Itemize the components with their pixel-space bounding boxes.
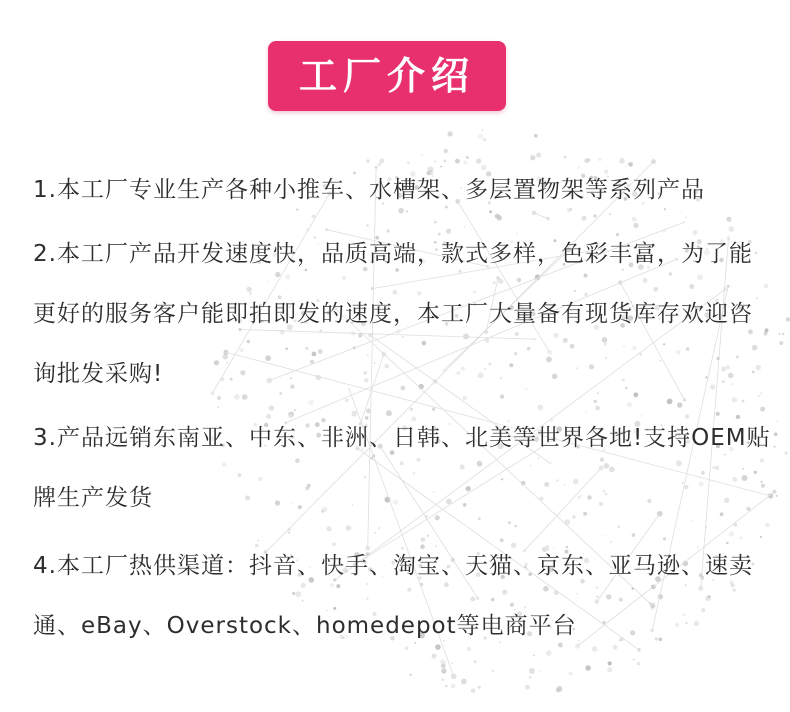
globe-dot (410, 674, 412, 676)
globe-dot (536, 153, 541, 158)
globe-dot (478, 686, 481, 689)
intro-paragraph-3: 3.产品远销东南亚、中东、非洲、日韩、北美等世界各地!支持OEM贴牌生产发货 (33, 425, 771, 511)
intro-paragraph-2: 2.本工厂产品开发速度快，品质高端，款式多样，色彩丰富，为了能更好的服务客户能即拍即发的速度，本工厂大量备有现货库存欢迎咨询批发采购! (33, 241, 753, 387)
globe-dot (534, 134, 538, 138)
globe-dot (782, 333, 784, 335)
globe-dot (421, 154, 423, 156)
globe-dot (461, 679, 467, 685)
globe-dot (585, 665, 591, 671)
globe-dot (779, 341, 783, 345)
globe-dot (442, 678, 445, 681)
globe-dot (608, 661, 612, 665)
globe-dot (529, 668, 535, 674)
intro-content (33, 160, 773, 656)
globe-dot (786, 317, 790, 321)
title-badge (268, 41, 506, 111)
globe-dot (633, 659, 635, 661)
globe-dot (637, 662, 640, 665)
globe-dot (785, 451, 788, 454)
globe-dot (483, 138, 486, 141)
globe-dot (607, 667, 612, 672)
intro-paragraph-4: 4.本工厂热供渠道：抖音、快手、淘宝、天猫、京东、亚马逊、速卖通、eBay、Overstock、homedepot等电商平台 (33, 553, 753, 639)
globe-dot (776, 420, 778, 422)
globe-dot (779, 333, 781, 335)
intro-paragraph-1: 1.本工厂专业生产各种小推车、水槽架、多层置物架等系列产品 (33, 177, 705, 203)
globe-dot (776, 495, 778, 497)
globe-dot (440, 659, 446, 665)
globe-dot (451, 662, 453, 664)
globe-dot (481, 129, 483, 131)
globe-dot (538, 671, 540, 673)
globe-dot (564, 156, 567, 159)
globe-dot (445, 685, 447, 687)
globe-dot (529, 676, 532, 679)
globe-dot (451, 684, 455, 688)
globe-dot (774, 446, 776, 448)
globe-dot (466, 156, 469, 159)
globe-dot (556, 688, 560, 692)
globe-dot (444, 149, 448, 153)
globe-dot (492, 670, 494, 672)
globe-dot (774, 432, 778, 436)
globe-dot (525, 685, 530, 690)
globe-dot (478, 134, 483, 139)
globe-dot (443, 671, 445, 673)
globe-dot (471, 689, 475, 693)
globe-dot (569, 672, 573, 676)
globe-dot (474, 660, 477, 663)
globe-dot (447, 131, 452, 136)
page-title: 工厂介绍 (298, 54, 475, 98)
